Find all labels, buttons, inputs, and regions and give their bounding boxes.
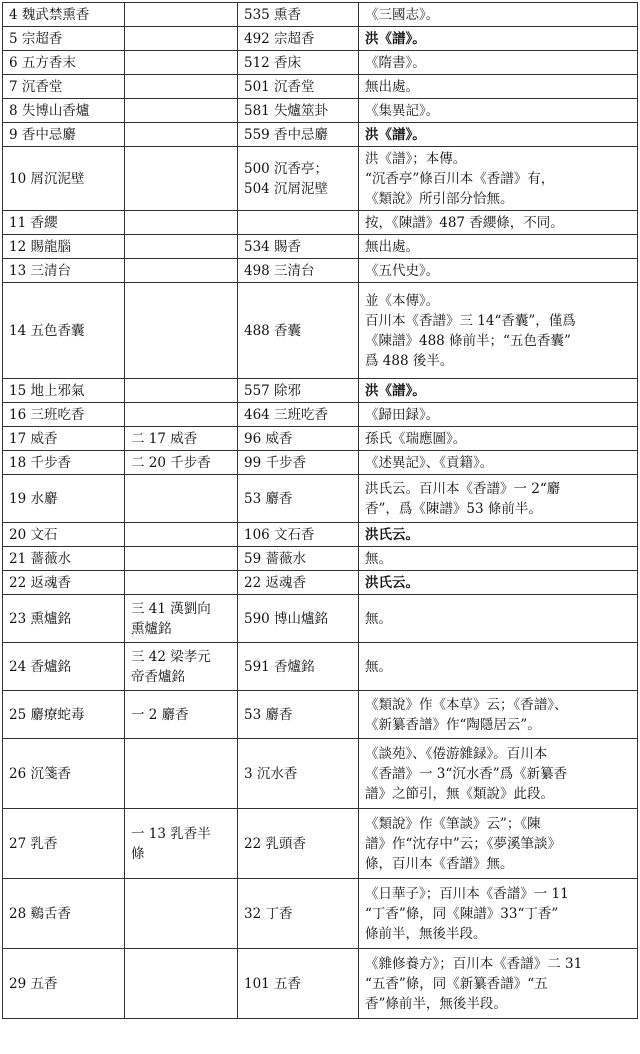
chenpu-ref-cell: [238, 643, 359, 691]
source-note-cell: [359, 809, 638, 879]
chenpu-ref-line: 559 香中忌麝: [244, 126, 329, 143]
source-note-line: 《類說》所引部分恰無。: [365, 190, 514, 207]
baichuan-ref-cell: [125, 123, 238, 147]
chenpu-ref-line: 504 沉屑泥壁: [244, 180, 329, 197]
baichuan-ref-cell: [125, 283, 238, 379]
table-row: [3, 123, 638, 147]
chenpu-ref-line: 22 返魂香: [244, 574, 306, 591]
baichuan-ref-line: 三 41 漢劉向: [131, 600, 211, 617]
source-note-line: 《集異記》。: [365, 102, 440, 119]
chenpu-ref-cell: [238, 879, 359, 949]
source-note-cell: [359, 475, 638, 523]
source-note-line: 洪氏云。百川本《香譜》一 2“麝: [365, 480, 561, 497]
entry-cell: [3, 259, 125, 283]
source-note-line: 無。: [365, 610, 392, 627]
chenpu-ref-cell: [238, 379, 359, 403]
table-row: [3, 571, 638, 595]
source-note-cell: [359, 379, 638, 403]
chenpu-ref-line: 591 香爐銘: [244, 658, 315, 675]
source-note-line: 並《本傳》。: [365, 292, 440, 309]
source-note-line: 洪氏云。: [365, 526, 419, 543]
entry-text: 10 屑沉泥壁: [9, 170, 85, 187]
source-note-line: 譜》作“沈存中”云；《夢溪筆談》: [365, 835, 562, 852]
baichuan-ref-cell: [125, 99, 238, 123]
source-note-line: 《香譜》一 3“沉水香”爲《新纂香: [365, 765, 568, 782]
source-note-line: 《新纂香譜》作“陶隱居云”。: [365, 716, 541, 733]
chenpu-ref-line: 53 麝香: [244, 490, 293, 507]
chenpu-ref-line: 22 乳頭香: [244, 835, 306, 852]
baichuan-ref-line: 三 42 梁孝元: [131, 648, 211, 665]
entry-text: 17 威香: [9, 430, 58, 447]
chenpu-ref-cell: [238, 595, 359, 643]
entry-cell: [3, 75, 125, 99]
source-note-line: 無。: [365, 658, 392, 675]
chenpu-ref-line: 535 熏香: [244, 6, 302, 23]
table-row: [3, 739, 638, 809]
entry-cell: [3, 595, 125, 643]
chenpu-ref-cell: [238, 211, 359, 235]
baichuan-ref-cell: [125, 475, 238, 523]
table-row: [3, 403, 638, 427]
source-note-cell: [359, 99, 638, 123]
source-note-cell: [359, 643, 638, 691]
entry-cell: [3, 3, 125, 27]
chenpu-ref-line: 488 香囊: [244, 322, 302, 339]
entry-cell: [3, 427, 125, 451]
baichuan-ref-cell: [125, 595, 238, 643]
entry-text: 20 文石: [9, 526, 58, 543]
source-note-line: 按，《陳譜》487 香纓條，不同。: [365, 214, 564, 231]
entry-cell: [3, 123, 125, 147]
entry-text: 24 香爐銘: [9, 658, 71, 675]
source-note-line: 《類說》作《筆談》云”；《陳: [365, 815, 541, 832]
baichuan-ref-line: 一 2 麝香: [131, 706, 189, 723]
baichuan-ref-line: 條: [131, 845, 145, 862]
source-note-cell: [359, 75, 638, 99]
source-note-line: 《隋書》。: [365, 54, 426, 71]
chenpu-ref-line: 581 失爐筮卦: [244, 102, 329, 119]
source-note-line: 百川本《香譜》三 14“香囊”，僅爲: [365, 312, 576, 329]
source-note-cell: [359, 147, 638, 211]
entry-text: 23 熏爐銘: [9, 610, 71, 627]
baichuan-ref-cell: [125, 211, 238, 235]
entry-cell: [3, 99, 125, 123]
table-row: [3, 99, 638, 123]
chenpu-ref-line: 464 三班吃香: [244, 406, 329, 423]
chenpu-ref-cell: [238, 691, 359, 739]
baichuan-ref-cell: [125, 235, 238, 259]
source-note-cell: [359, 235, 638, 259]
entry-cell: [3, 403, 125, 427]
chenpu-ref-cell: [238, 809, 359, 879]
baichuan-ref-line: 二 20 千步香: [131, 454, 211, 471]
entry-cell: [3, 211, 125, 235]
baichuan-ref-cell: [125, 259, 238, 283]
baichuan-ref-cell: [125, 691, 238, 739]
source-note-line: 《類說》作《本草》云；《香譜》、: [365, 696, 568, 713]
chenpu-ref-cell: [238, 51, 359, 75]
chenpu-ref-line: 557 除邪: [244, 382, 302, 399]
source-note-line: 香”，爲《陳譜》53 條前半。: [365, 500, 542, 517]
entry-cell: [3, 571, 125, 595]
table-row: [3, 547, 638, 571]
baichuan-ref-cell: [125, 51, 238, 75]
entry-text: 9 香中忌麝: [9, 126, 76, 143]
entry-text: 25 麝療蛇毒: [9, 706, 85, 723]
table-row: [3, 427, 638, 451]
table-row: [3, 643, 638, 691]
entry-cell: [3, 51, 125, 75]
entry-cell: [3, 739, 125, 809]
entry-cell: [3, 147, 125, 211]
entry-text: 16 三班吃香: [9, 406, 85, 423]
chenpu-ref-line: 3 沉水香: [244, 765, 298, 782]
entry-text: 5 宗超香: [9, 30, 63, 47]
baichuan-ref-line: 帝香爐銘: [131, 668, 185, 685]
chenpu-ref-line: 501 沉香堂: [244, 78, 315, 95]
table-row: [3, 211, 638, 235]
entry-cell: [3, 379, 125, 403]
baichuan-ref-cell: [125, 879, 238, 949]
baichuan-ref-line: 熏爐銘: [131, 620, 172, 637]
entry-text: 22 返魂香: [9, 574, 71, 591]
chenpu-ref-line: 512 香床: [244, 54, 302, 71]
baichuan-ref-cell: [125, 523, 238, 547]
table-row: [3, 379, 638, 403]
source-note-cell: [359, 3, 638, 27]
entry-cell: [3, 949, 125, 1019]
source-note-cell: [359, 523, 638, 547]
table-row: [3, 475, 638, 523]
baichuan-ref-cell: [125, 3, 238, 27]
entry-text: 15 地上邪氣: [9, 382, 85, 399]
table-row: [3, 27, 638, 51]
entry-cell: [3, 523, 125, 547]
entry-text: 14 五色香囊: [9, 322, 85, 339]
entry-cell: [3, 547, 125, 571]
source-note-cell: [359, 27, 638, 51]
source-note-cell: [359, 949, 638, 1019]
chenpu-ref-cell: [238, 451, 359, 475]
chenpu-ref-line: 59 薔薇水: [244, 550, 306, 567]
entry-cell: [3, 691, 125, 739]
entry-text: 18 千步香: [9, 454, 71, 471]
chenpu-ref-line: 590 博山爐銘: [244, 610, 329, 627]
source-note-line: 譜》之節引，無《類說》此段。: [365, 785, 554, 802]
entry-text: 21 薔薇水: [9, 550, 71, 567]
source-note-line: 《陳譜》488 條前半；“五色香囊”: [365, 332, 571, 349]
baichuan-ref-cell: [125, 451, 238, 475]
source-note-line: “丁香”條，同《陳譜》33“丁香”: [365, 905, 559, 922]
source-note-line: “沉香亭”條百川本《香譜》有，: [365, 170, 555, 187]
chenpu-ref-cell: [238, 571, 359, 595]
baichuan-ref-cell: [125, 27, 238, 51]
table-row: [3, 879, 638, 949]
source-note-line: 《談苑》、《倦游雜録》。百川本: [365, 745, 548, 762]
entry-text: 19 水麝: [9, 490, 58, 507]
baichuan-ref-cell: [125, 949, 238, 1019]
baichuan-ref-cell: [125, 403, 238, 427]
entry-text: 29 五香: [9, 975, 58, 992]
chenpu-ref-line: 53 麝香: [244, 706, 293, 723]
source-note-cell: [359, 691, 638, 739]
baichuan-ref-cell: [125, 379, 238, 403]
entry-cell: [3, 879, 125, 949]
entry-cell: [3, 475, 125, 523]
chenpu-ref-cell: [238, 99, 359, 123]
source-note-line: 爲 488 後半。: [365, 352, 454, 369]
source-note-cell: [359, 879, 638, 949]
chenpu-ref-cell: [238, 523, 359, 547]
table-row: [3, 259, 638, 283]
chenpu-ref-line: 32 丁香: [244, 905, 293, 922]
source-note-cell: [359, 595, 638, 643]
table-row: [3, 949, 638, 1019]
chenpu-ref-line: 101 五香: [244, 975, 302, 992]
entry-text: 27 乳香: [9, 835, 58, 852]
source-note-line: 香”條前半，無後半段。: [365, 995, 507, 1012]
entry-text: 28 鷄舌香: [9, 905, 71, 922]
source-note-line: 孫氏《瑞應圖》。: [365, 430, 467, 447]
entry-cell: [3, 235, 125, 259]
entry-text: 26 沉箋香: [9, 765, 71, 782]
chenpu-ref-line: 500 沉香亭；: [244, 160, 329, 177]
source-note-line: 《雜修養方》；百川本《香譜》二 31: [365, 955, 583, 972]
entry-text: 12 賜龍腦: [9, 238, 71, 255]
chenpu-ref-cell: [238, 949, 359, 1019]
chenpu-ref-line: 96 威香: [244, 430, 293, 447]
chenpu-ref-cell: [238, 475, 359, 523]
baichuan-ref-cell: [125, 547, 238, 571]
table-row: [3, 451, 638, 475]
chenpu-ref-cell: [238, 427, 359, 451]
source-note-cell: [359, 51, 638, 75]
source-note-line: 無出處。: [365, 78, 419, 95]
source-note-line: 《日華子》；百川本《香譜》一 11: [365, 885, 569, 902]
source-note-cell: [359, 427, 638, 451]
entry-text: 13 三清台: [9, 262, 71, 279]
source-note-cell: [359, 547, 638, 571]
baichuan-ref-cell: [125, 427, 238, 451]
chenpu-ref-cell: [238, 547, 359, 571]
baichuan-ref-cell: [125, 75, 238, 99]
entry-cell: [3, 643, 125, 691]
entry-text: 4 魏武禁熏香: [9, 6, 90, 23]
source-note-line: 洪《譜》；本傳。: [365, 150, 467, 167]
baichuan-ref-cell: [125, 809, 238, 879]
source-note-cell: [359, 451, 638, 475]
source-note-cell: [359, 739, 638, 809]
chenpu-ref-cell: [238, 739, 359, 809]
entry-cell: [3, 27, 125, 51]
chenpu-ref-cell: [238, 283, 359, 379]
baichuan-ref-cell: [125, 571, 238, 595]
baichuan-ref-line: 一 13 乳香半: [131, 825, 211, 842]
chenpu-ref-cell: [238, 147, 359, 211]
table-row: [3, 523, 638, 547]
source-note-line: 《三國志》。: [365, 6, 440, 23]
source-note-cell: [359, 283, 638, 379]
chenpu-ref-cell: [238, 403, 359, 427]
table-row: [3, 809, 638, 879]
chenpu-ref-cell: [238, 27, 359, 51]
source-note-line: 《述異記》、《貢籍》。: [365, 454, 494, 471]
source-note-line: 條前半，無後半段。: [365, 925, 487, 942]
source-note-line: 《歸田録》。: [365, 406, 440, 423]
table-row: [3, 147, 638, 211]
table-row: [3, 235, 638, 259]
chenpu-ref-line: 492 宗超香: [244, 30, 315, 47]
table-row: [3, 75, 638, 99]
table-body: [3, 3, 638, 1019]
source-note-line: 《五代史》。: [365, 262, 440, 279]
entry-text: 11 香纓: [9, 214, 58, 231]
source-note-line: “五香”條，同《新纂香譜》“五: [365, 975, 548, 992]
table-row: [3, 595, 638, 643]
chenpu-ref-cell: [238, 3, 359, 27]
chenpu-ref-line: 534 賜香: [244, 238, 302, 255]
entry-cell: [3, 809, 125, 879]
entry-cell: [3, 451, 125, 475]
entry-text: 7 沉香堂: [9, 78, 63, 95]
source-note-cell: [359, 211, 638, 235]
comparison-table: [2, 2, 638, 1019]
source-note-cell: [359, 259, 638, 283]
source-note-line: 洪氏云。: [365, 574, 419, 591]
baichuan-ref-cell: [125, 739, 238, 809]
source-note-line: 洪《譜》。: [365, 382, 426, 399]
entry-text: 6 五方香末: [9, 54, 76, 71]
source-note-line: 無出處。: [365, 238, 419, 255]
table-row: [3, 51, 638, 75]
chenpu-ref-line: 106 文石香: [244, 526, 315, 543]
entry-text: 8 失博山香爐: [9, 102, 90, 119]
source-note-line: 洪《譜》。: [365, 30, 426, 47]
entry-cell: [3, 283, 125, 379]
chenpu-ref-cell: [238, 235, 359, 259]
baichuan-ref-line: 二 17 威香: [131, 430, 198, 447]
source-note-line: 條，百川本《香譜》無。: [365, 855, 514, 872]
table-row: [3, 283, 638, 379]
chenpu-ref-line: 498 三清台: [244, 262, 315, 279]
source-note-line: 洪《譜》。: [365, 126, 426, 143]
table-row: [3, 691, 638, 739]
chenpu-ref-cell: [238, 259, 359, 283]
chenpu-ref-line: 99 千步香: [244, 454, 306, 471]
source-note-cell: [359, 123, 638, 147]
chenpu-ref-cell: [238, 75, 359, 99]
baichuan-ref-cell: [125, 643, 238, 691]
source-note-cell: [359, 403, 638, 427]
source-note-line: 無。: [365, 550, 392, 567]
chenpu-ref-cell: [238, 123, 359, 147]
baichuan-ref-cell: [125, 147, 238, 211]
source-note-cell: [359, 571, 638, 595]
table-row: [3, 3, 638, 27]
